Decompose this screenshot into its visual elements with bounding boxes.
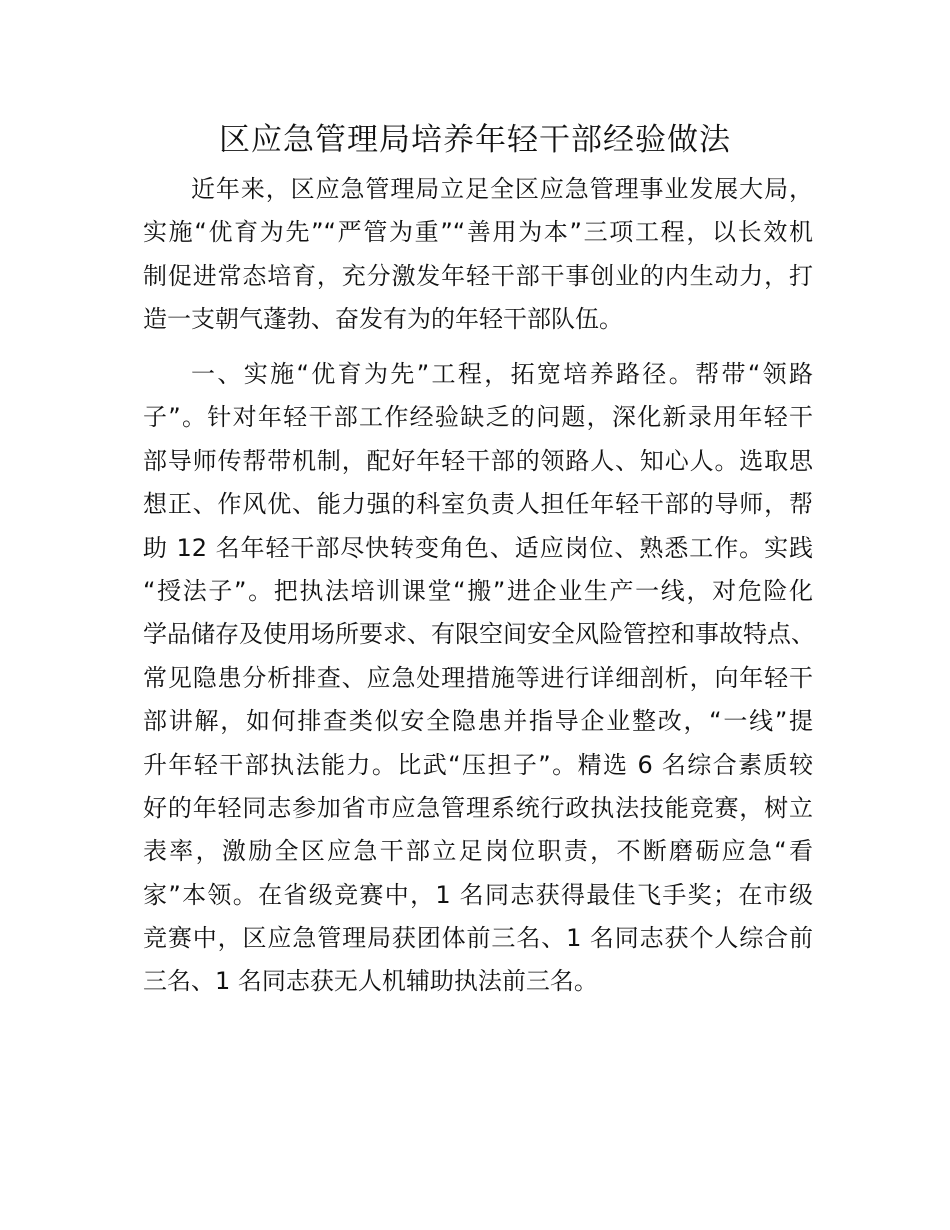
text-line: 近年来，区应急管理局立足全区应急管理事业发展大局， (191, 175, 813, 203)
text-line: 常见隐患分析排查、应急处理措施等进行详细剖析，向年轻干 (143, 663, 813, 692)
text-line: 造一支朝气蓬勃、奋发有为的年轻干部队伍。 (143, 305, 623, 334)
text-line: 实施“优育为先”“严管为重”“善用为本”三项工程，以长效机 (143, 218, 813, 247)
paragraph-section-one (143, 353, 813, 1004)
text-line: 子”。针对年轻干部工作经验缺乏的问题，深化新录用年轻干 (143, 403, 813, 432)
text-line: 一、实施“优育为先”工程，拓宽培养路径。帮带“领路 (191, 360, 813, 388)
text-line: 部导师传帮带机制，配好年轻干部的领路人、知心人。选取思 (143, 446, 813, 475)
document-title: 区应急管理局培养年轻干部经验做法 (219, 122, 731, 158)
paragraph-intro (143, 168, 813, 342)
text-line: 制促进常态培育，充分激发年轻干部干事创业的内生动力，打 (143, 261, 813, 290)
text-line: 三名、1 名同志获无人机辅助执法前三名。 (143, 967, 598, 996)
text-line: 助 12 名年轻干部尽快转变角色、适应岗位、熟悉工作。实践 (143, 533, 813, 562)
text-line: 部讲解，如何排查类似安全隐患并指导企业整改，“一线”提 (143, 707, 813, 736)
text-line: “授法子”。把执法培训课堂“搬”进企业生产一线，对危险化 (143, 576, 813, 605)
text-line: 表率，激励全区应急干部立足岗位职责，不断磨砺应急“看 (143, 837, 813, 866)
text-line: 学品储存及使用场所要求、有限空间安全风险管控和事故特点、 (143, 620, 815, 649)
text-line: 家”本领。在省级竞赛中，1 名同志获得最佳飞手奖；在市级 (143, 880, 813, 909)
text-line: 好的年轻同志参加省市应急管理系统行政执法技能竞赛，树立 (143, 793, 813, 822)
text-line: 想正、作风优、能力强的科室负责人担任年轻干部的导师，帮 (143, 490, 813, 519)
text-line: 升年轻干部执法能力。比武“压担子”。精选 6 名综合素质较 (143, 750, 813, 779)
text-line: 竞赛中，区应急管理局获团体前三名、1 名同志获个人综合前 (143, 924, 813, 953)
